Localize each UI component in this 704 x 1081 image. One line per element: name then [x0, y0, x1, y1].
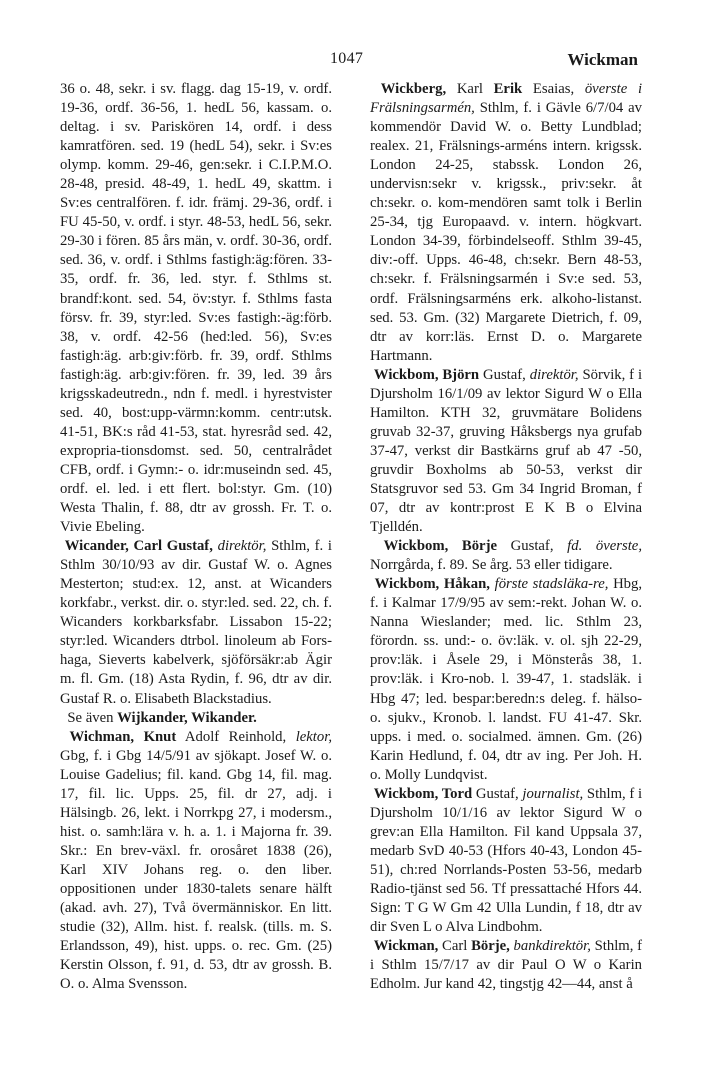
entry-title: lektor, [295, 728, 332, 745]
entry-wickberg-erik [370, 80, 642, 366]
entry-name: Wicander, Carl Gustaf, [64, 538, 213, 555]
entry-given-rest: Gustaf, [483, 366, 526, 383]
entry-text: Sthlm, f. i Gävle 6/7/04 av kommendör David W. o. Betty Lundblad; realex. 21, Frälsnings-arméns intern. krigssk. London 24-25, stabssk. London 26, undervisn:sekr v. krigssk., priv:sekr. åt ch:sekr. o. kom-mendören samt tolk i Berlin 25-34, tjg Europaavd. v. intern. högkvart. London 34-39, förbindelseoff. Sthlm 39-45, div:-off. Upps. 46-48, ch:sekr. Bern 48-53, ch:sekr. f. Frälsningsarmén i Sv:e sed. 53, ordf. Frälsningsarméns erk. alkoho-listanst. sed. 53. Gm. (32) Margarete Dietrich, f. 09, dtr av korr:läs. Ernst D. o. Margarete Hartmann. [370, 100, 642, 364]
entry-wickbom-tord [370, 785, 642, 937]
entry-name: Wickman, [373, 938, 439, 955]
entry-given-rest: Gustaf, [510, 538, 554, 555]
entry-title: direktör, [529, 366, 579, 383]
entry-name: Wickbom, Tord [373, 785, 473, 802]
entry-text: Norrgårda, f. 89. Se årg. 53 eller tidigare. [370, 557, 613, 574]
continuation-paragraph: 36 o. 48, sekr. i sv. flagg. dag 15-19, v. ordf. 19-36, ordf. 36-56, 1. hedL 56, kassam. o. deltag. i sv. Pariskören 14, ordf. i dess kamratfören. sed. 19 (hedL 54), sekr. i Sv:es olymp. komm. 29-46, gen:sekr. i C.I.P.M.O. 28-48, presid. 48-49, 1. hedL 49, skattm. i Sv:es centralfören. f. idr. främj. 29-36, ordf. i FU 45-50, v. ordf. i styr. 48-53, hedL 56, sekr. 29-30 i fören. 85 års män, v. ordf. 30-36, ordf. sed. 36, v. ordf. i Sthlms fastigh:äg:fören. 33-35, ordf. fr. 36, led. styr. f. Sthlms st. brandf:kont. sed. 54, öv:styr. f. Sthlms fasta försv. fr. 39, styr:led. Sv:es fastigh:-äg:förb. 38, v. ordf. 42-56 (hed:led. 56), Sv:es fastigh:äg. arb:giv:förb. fr. 39, ordf. Sthlms fastigh:äg. arb:giv:fören. fr. 39, led. 39 års krigsskadeutredn., ndn f. medl. i hyrestvister sed. 40, bost:upp-värmn:komm. centr:utsk. 41-51, BK:s råd 41-53, stat. hyresråd sed. 42, expropria-tionsdomst. sed. 50, centralrådet CFB, ordf. i Gymn:- o. idr:museindn sed. 45, ordf. el. led. i ett flert. bol:styr. Gm. (10) Westa Thalin, f. 88, dtr av grossh. Fr. T. o. Vivie Ebeling. [60, 81, 332, 536]
entry-wicander-carl [60, 537, 332, 708]
entry-name: Wickbom, Håkan, [374, 576, 490, 593]
entry-name: Wichman, Knut [69, 728, 177, 745]
page-number: 1047 [330, 50, 364, 67]
entry-title: direktör, [217, 538, 267, 555]
entry-text: Hbg, f. i Kalmar 17/9/95 av sem:-rekt. Johan W. o. Nanna Wieslander; med. lic. Sthlm 23, förordn. ss. und:- o. öv:läk. v. ol. sjh 22-29, prov:läk. i Åsele 29, i Mönsterås 38, 1. prov:läk. i Kro-nob. l. 39-47, 1. stadsläk. i Hbg 47; led. bespar:beredn:s deleg. f. hälso- o. sjukv., Kronob. l. landst. FU 41-47. Skr. upps. i med. o. socialmed. ämnen. Gm. (26) Karin Hedlund, f. 04, dtr av ing. Per Joh. H. o. Molly Lundqvist. [370, 576, 643, 783]
left-column [60, 80, 332, 994]
page-header [0, 46, 704, 72]
entry-text: Gbg, f. i Gbg 14/5/91 av sjökapt. Josef W. o. Louise Gadelius; fil. kand. Gbg 14, fil. mag. 17, fil. lic. Upps. 25, fil. dr 27, adj. i Hälsingb. 26, lekt. i Norrkpg 27, i modersm., hist. o. samh:lära v. h. a. 1. i Majorna fr. 39. Skr.: En brev-växl. fr. orosåret 1838 (26), Karl XIV Johans reg. o. den liber. oppositionen under 1830-talets senare hälft (akad. avh. 27), Två övermänniskor. En litt. studie (32), Allm. hist. f. realsk. (tills. m. S. Erlandsson, 49), hist. upps. o. rec. Gm. (25) Kerstin Olsson, f. 91, d. 53, dtr av grossh. B. O. o. Alma Svensson. [60, 747, 332, 993]
entry-title: fd. överste, [567, 538, 642, 555]
entry-title: överste i Frälsningsarmén, [370, 81, 643, 117]
running-head: Wickman [567, 50, 638, 69]
entry-wickman-borje [370, 937, 642, 994]
entry-title: journalist, [522, 785, 584, 802]
entry-given-rest: Esaias, [532, 81, 575, 97]
entry-given-plain: Carl [442, 938, 468, 955]
right-column [370, 80, 642, 994]
entry-given-rest: Gustaf, [475, 785, 519, 802]
entry-text: Sthlm, f. i Sthlm 30/10/93 av dir. Gustaf W. o. Agnes Mesterton; stud:ex. 12, anst. at Wicanders korkfabr., verkst. dir. o. styr:led. sed. 22, ch. f. Wicanders korkbarksfabr. Lissabon 15-22; styr:led. Wicanders dtrbol. linoleum ab Fors-haga, Sieverts kabelverk, sjöförsäkr:ab Ägir m. fl. Gm. (18) Asta Rydin, f. 96, dtr av dir. Gustaf R. o. Elisabeth Blackstadius. [60, 538, 332, 707]
entry-text: Sthlm, f i Sthlm 15/7/17 av dir Paul O W o Karin Edholm. Jur kand 42, tingstjg 42—44, anst å [370, 938, 643, 993]
entry-wichman-knut [60, 728, 332, 995]
see-also-line [60, 709, 332, 728]
entry-wickbom-bjorn [370, 366, 642, 537]
entry-wickbom-borje [370, 537, 642, 575]
entry-given-bold: Erik [493, 81, 523, 97]
see-also-prefix: Se även [67, 709, 114, 726]
entry-wickbom-hakan [370, 575, 642, 785]
entry-name: Wickbom, Börje [383, 538, 497, 555]
entry-given-plain: Karl [456, 81, 483, 97]
see-also-names: Wijkander, Wikander. [117, 709, 257, 726]
entry-given-rest: Adolf Reinhold, [184, 728, 287, 745]
entry-title: bankdirektör, [513, 938, 591, 955]
entry-name: Wickberg, [380, 81, 447, 97]
entry-given-bold: Börje, [471, 938, 510, 955]
entry-text: Sörvik, f i Djursholm 16/1/09 av lektor Sigurd W o Ella Hamilton. KTH 32, gruvmätare Bolidens gruvab 32-37, gruving Håksbergs nya grufab 37-47, verkst dir Bastkärns gruf ab 47 -50, gruvdir Boxholms ab 50-53, verkst dir Statsgruvor sed 53. Gm 34 Ingrid Broman, f 07, dtr av kontr:prost E K B o Elvina Tjelldén. [370, 366, 643, 536]
entry-title: förste stadsläka-re, [494, 576, 609, 593]
entry-name: Wickbom, Björn [373, 366, 480, 383]
entry-text: Sthlm, f i Djursholm 10/1/16 av lektor Sigurd W o grev:an Ella Hamilton. Fil kand Uppsala 37, medarb SvD 40-53 (Hfors 40-43, London 45-51), ch:red Norrlands-Posten 53-56, medarb Radio-tjänst sed 56. Tf pressattaché Hfors 44. Sign: T G W Gm 42 Ulla Lundin, f 18, dtr av dir Sven L o Alva Lindbohm. [370, 785, 643, 936]
